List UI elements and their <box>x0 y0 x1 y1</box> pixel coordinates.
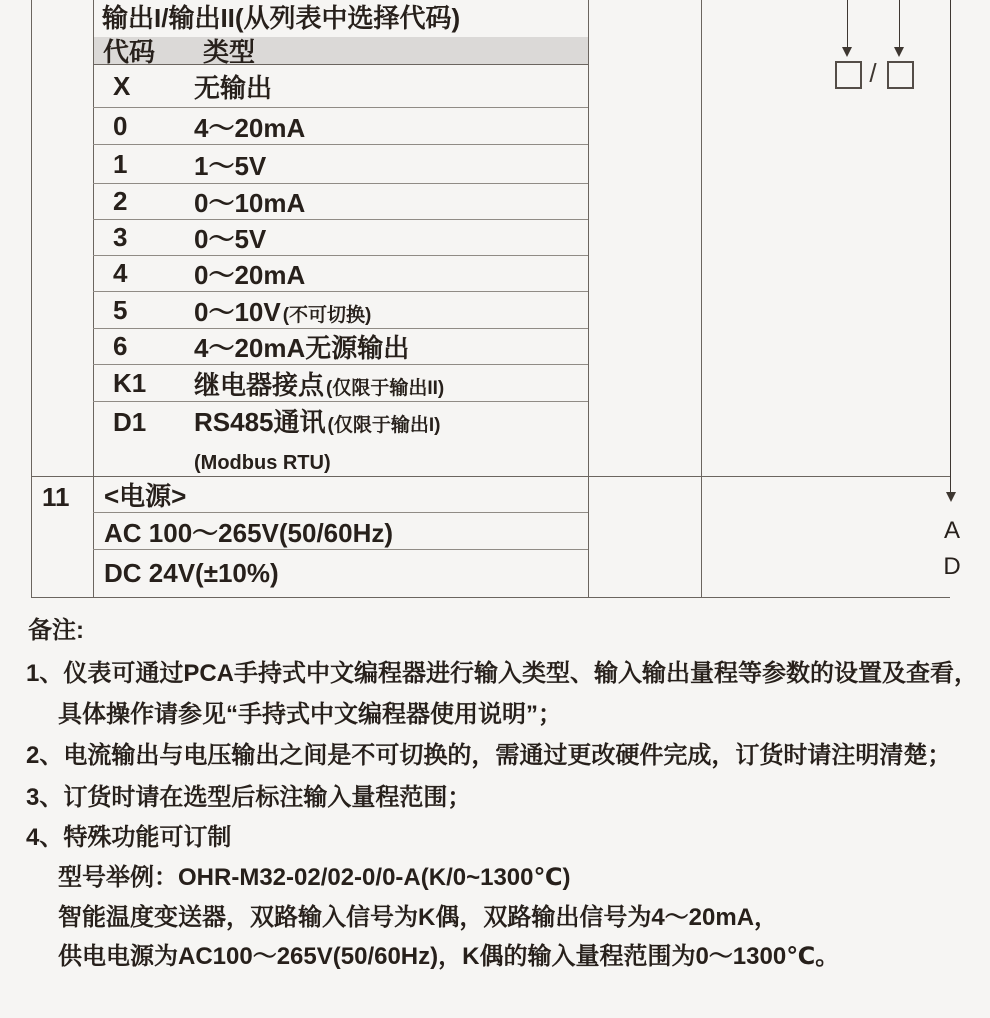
output2-arrow-line <box>899 0 900 48</box>
output1-arrow-line <box>847 0 848 48</box>
row-type-note2: (Modbus RTU) <box>194 452 331 474</box>
note-line: 型号举例：OHR-M32-02/02-0/0-A(K/0~1300℃) <box>58 864 571 891</box>
row-type-text: 1～5V <box>194 150 267 181</box>
row-code: 5 <box>113 294 128 325</box>
table-row <box>93 402 588 476</box>
row-type-text: 4～20mA无源输出 <box>194 333 410 363</box>
row-type-text: 0～10V <box>194 296 281 327</box>
table-row <box>93 220 588 256</box>
row-type-note: (仅限于输出I) <box>327 415 441 436</box>
output1-code-box <box>835 61 862 89</box>
code-separator: / <box>869 58 877 88</box>
note-line: 3、订货时请在选型后标注输入量程范围； <box>26 784 472 811</box>
table-row <box>93 329 588 365</box>
power-option-row <box>93 513 588 550</box>
row-number: 11 <box>42 482 70 512</box>
row-type <box>194 292 588 329</box>
table-row <box>93 256 588 292</box>
output2-code-box <box>887 61 914 89</box>
note-line: 具体操作请参见“手持式中文编程器使用说明”； <box>58 701 562 728</box>
power-arrow-head-icon <box>946 492 956 502</box>
row-code: 0 <box>113 110 128 141</box>
extra-column-border <box>701 0 702 597</box>
note-line: 智能温度变送器，双路输入信号为K偶，双路输出信号为4～20mA， <box>58 904 779 931</box>
row-type-text: 4～20mA <box>194 112 306 143</box>
power-option-dc: DC 24V(±10%) <box>104 558 279 588</box>
table-row <box>93 145 588 184</box>
row-type-text: RS485通讯 <box>194 407 326 437</box>
row-code: X <box>113 70 131 101</box>
output1-arrow-head-icon <box>842 47 852 57</box>
row-code: K1 <box>113 367 147 398</box>
row-type <box>194 68 588 105</box>
row-type-note: (仅限于输出II) <box>326 377 445 399</box>
row-type-text: 0～10mA <box>194 188 306 218</box>
power-arrow-line <box>950 0 951 493</box>
row-code: 4 <box>113 258 128 288</box>
row-type-text: 继电器接点 <box>194 369 325 400</box>
row-type <box>194 219 588 256</box>
row-type <box>194 108 588 145</box>
row-code: 6 <box>113 331 128 361</box>
code-table-header <box>94 37 588 65</box>
row-code: 3 <box>113 222 128 252</box>
row-type <box>194 402 588 478</box>
table-row <box>93 184 588 220</box>
header-type-label: 类型 <box>203 37 256 67</box>
table-row <box>93 292 588 329</box>
power-option-ac: AC 100～265V(50/60Hz) <box>104 517 394 548</box>
row-code: 1 <box>113 148 128 179</box>
output-code-list <box>93 65 588 476</box>
power-supply-rows <box>93 477 588 597</box>
row-type-text: 无输出 <box>194 72 273 103</box>
table-row <box>93 108 588 145</box>
output2-arrow-head-icon <box>894 47 904 57</box>
row-type <box>194 183 588 220</box>
power-label: <电源> <box>104 481 187 511</box>
row-code: 2 <box>113 186 128 216</box>
output-section-title: 输出I/输出II(从列表中选择代码) <box>102 3 461 33</box>
row-type <box>194 255 588 292</box>
row-type-text: 0～5V <box>194 224 267 254</box>
note-line: 供电电源为AC100～265V(50/60Hz)，K偶的输入量程范围为0～1300℃。 <box>58 943 840 970</box>
power-code-d: D <box>943 553 961 580</box>
row-type <box>194 365 588 402</box>
content-column-right-border <box>588 0 589 597</box>
table-row <box>93 65 588 108</box>
row-type <box>194 328 588 365</box>
power-code-a: A <box>943 517 960 544</box>
table-left-border <box>31 0 32 597</box>
table-bottom-border <box>31 597 950 598</box>
power-option-row <box>93 550 588 597</box>
power-label-row <box>93 477 588 513</box>
note-line: 2、电流输出与电压输出之间是不可切换的，需通过更改硬件完成，订货时请注明清楚； <box>26 742 952 769</box>
row-type <box>194 146 588 183</box>
notes-heading: 备注: <box>28 617 84 644</box>
note-line: 4、特殊功能可订制 <box>26 824 232 851</box>
row-type-text: 0～20mA <box>194 260 306 290</box>
row-code: D1 <box>113 407 147 437</box>
row-type-note: (不可切换) <box>282 304 372 326</box>
table-row <box>93 365 588 402</box>
note-line: 1、仪表可通过PCA手持式中文编程器进行输入类型、输入输出量程等参数的设置及查看， <box>26 660 979 687</box>
header-code-label: 代码 <box>103 37 156 67</box>
